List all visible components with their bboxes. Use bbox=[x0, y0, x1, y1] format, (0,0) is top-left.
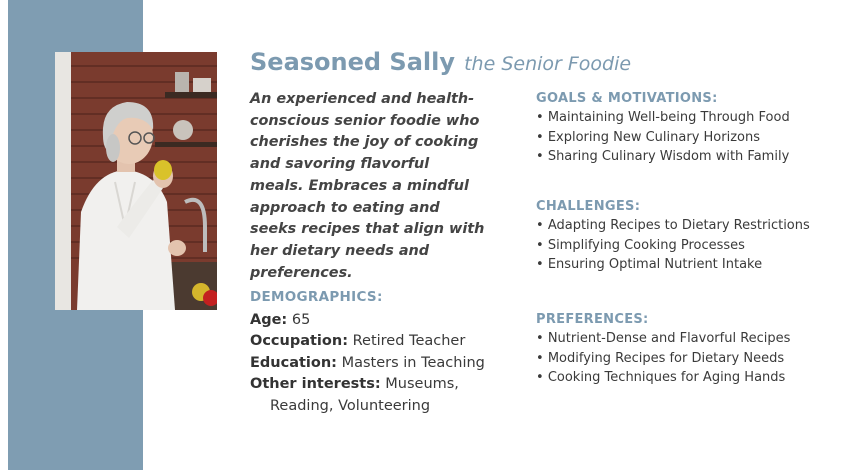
goals-section bbox=[536, 91, 836, 167]
preferences-section bbox=[536, 312, 836, 388]
demographics-section bbox=[250, 287, 510, 417]
interests-label: Other interests: bbox=[250, 376, 381, 392]
interests-value-line1: Museums, bbox=[385, 376, 459, 392]
challenges-section bbox=[536, 199, 836, 275]
challenges-list bbox=[536, 216, 836, 275]
occupation-value: Retired Teacher bbox=[352, 333, 466, 349]
preferences-item: • Nutrient-Dense and Flavorful Recipes bbox=[536, 329, 836, 349]
preferences-item: • Cooking Techniques for Aging Hands bbox=[536, 368, 836, 388]
goals-item: • Exploring New Culinary Horizons bbox=[536, 128, 836, 148]
education-value: Masters in Teaching bbox=[341, 354, 485, 371]
occupation-label: Occupation: bbox=[250, 333, 348, 349]
persona-title bbox=[250, 48, 631, 76]
challenges-item: • Simplifying Cooking Processes bbox=[536, 236, 836, 256]
demographics-heading: DEMOGRAPHICS: bbox=[250, 289, 383, 305]
education-label: Education: bbox=[250, 354, 337, 371]
goals-item: • Maintaining Well-being Through Food bbox=[536, 108, 836, 128]
age-label: Age: bbox=[250, 311, 288, 328]
interests-value-line2: Reading, Volunteering bbox=[270, 397, 431, 414]
age-value: 65 bbox=[291, 311, 311, 328]
preferences-item: • Modifying Recipes for Dietary Needs bbox=[536, 349, 836, 369]
goals-list bbox=[536, 108, 836, 167]
demographics-education bbox=[250, 353, 510, 375]
challenges-item: • Adapting Recipes to Dietary Restrictions bbox=[536, 216, 836, 236]
challenges-heading: CHALLENGES: bbox=[536, 199, 641, 214]
challenges-item: • Ensuring Optimal Nutrient Intake bbox=[536, 255, 836, 275]
persona-tagline: An experienced and health-conscious senior foodie who cherishes the joy of cooking and savoring flavorful meals. Embraces a mindful approach to eating and seeks recipes that align with her dietary needs and preferences. bbox=[250, 91, 485, 281]
preferences-heading: PREFERENCES: bbox=[536, 312, 649, 327]
preferences-list bbox=[536, 329, 836, 388]
persona-name: Seasoned Sally bbox=[250, 48, 456, 76]
goals-item: • Sharing Culinary Wisdom with Family bbox=[536, 147, 836, 167]
demographics-age bbox=[250, 310, 510, 332]
persona-photo bbox=[55, 52, 217, 310]
demographics-interests bbox=[250, 374, 510, 396]
persona-subtitle: the Senior Foodie bbox=[464, 53, 632, 75]
goals-heading: GOALS & MOTIVATIONS: bbox=[536, 91, 718, 106]
demographics-occupation bbox=[250, 331, 510, 353]
